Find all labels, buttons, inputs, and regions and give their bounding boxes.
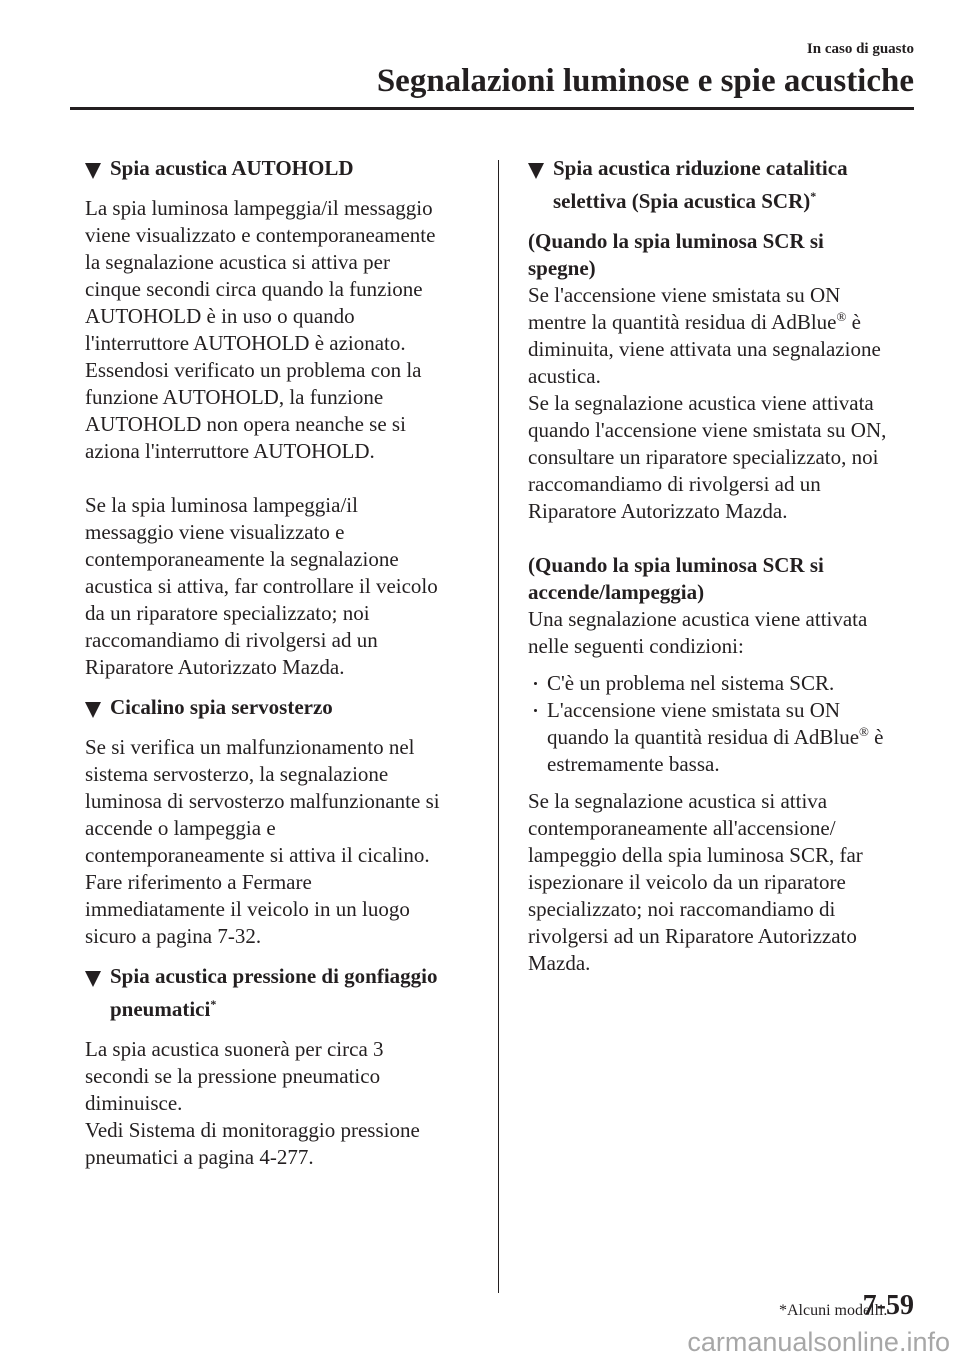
scr-subheading-off: (Quando la spia luminosa SCR si spegne) <box>528 229 824 280</box>
left-column <box>85 152 480 1171</box>
right-column <box>528 152 923 977</box>
list-item: L'accensione viene smistata su ON quando la quantità residua di AdBlue® è estremamente bassa. <box>528 697 923 778</box>
autohold-paragraph-1: La spia luminosa lampeggia/il messaggio viene visualizzato e contemporaneamente la segnalazione acustica si attiva per cinque secondi circa quando la funzione AUTOHOLD è in uso o quando l'interruttore AUTOHOLD è azionato. Essendosi verificato un problema con la funzione AUTOHOLD, la funzione AUTOHOLD non opera neanche se si aziona l'interruttore AUTOHOLD. <box>85 196 436 463</box>
triangle-bullet-icon <box>528 163 544 179</box>
autohold-paragraph-2: Se la spia luminosa lampeggia/il messaggio viene visualizzato e contemporaneamente la segnalazione acustica si attiva, far controllare il veicolo da un riparatore specializzato; noi raccomandiamo di rivolgersi ad un Riparatore Autorizzato Mazda. <box>85 493 438 679</box>
scr-subheading-on: (Quando la spia luminosa SCR si accende/lampeggia) <box>528 553 824 604</box>
page-title: Segnalazioni luminose e spie acustiche <box>376 63 914 99</box>
heading-pressione-pneumatici: Spia acustica pressione di gonfiaggio pneumatici* <box>85 960 480 1026</box>
tyre-paragraph: La spia acustica suonerà per circa 3 secondi se la pressione pneumatico diminuisce. Vedi Sistema di monitoraggio pressione pneumatici a pagina 4-277. <box>85 1037 420 1169</box>
servo-paragraph: Se si verifica un malfunzionamento nel sistema servosterzo, la segnalazione luminosa di servosterzo malfunzionante si accende o lampeggia e contemporaneamente si attiva il cicalino. Fare riferimento a Fermare immediatamente il veicolo in un luogo sicuro a pagina 7-32. <box>85 735 440 948</box>
scr-paragraph-3: Se la segnalazione acustica si attiva contemporaneamente all'accensione/ lampeggio della spia luminosa SCR, far ispezionare il veicolo da un riparatore specializzato; noi raccomandiamo di rivolgersi ad un Riparatore Autorizzato Mazda. <box>528 789 863 975</box>
page-number: 7-59 <box>862 1290 914 1321</box>
triangle-bullet-icon <box>85 971 101 987</box>
scr-paragraph-2: Una segnalazione acustica viene attivata nelle seguenti condizioni: <box>528 607 868 658</box>
footnote: *Alcuni modelli. <box>779 1302 888 1319</box>
list-item: C'è un problema nel sistema SCR. <box>528 670 923 697</box>
bullet-dot-icon <box>534 709 537 712</box>
column-divider <box>498 160 499 1293</box>
bullet-dot-icon <box>534 682 537 685</box>
heading-scr: Spia acustica riduzione catalitica selettiva (Spia acustica SCR)* <box>528 152 923 218</box>
optional-asterisk: * <box>810 189 817 203</box>
scr-paragraph-1: Se l'accensione viene smistata su ON mentre la quantità residua di AdBlue® è diminuita, viene attivata una segnalazione acustica. Se la segnalazione acustica viene attivata quando l'accensione viene smistata su ON, consultare un riparatore specializzato, noi raccomandiamo di rivolgersi ad un Riparatore Autorizzato Mazda. <box>528 283 887 523</box>
triangle-bullet-icon <box>85 163 101 179</box>
registered-mark: ® <box>836 309 847 324</box>
registered-mark: ® <box>859 724 869 739</box>
triangle-bullet-icon <box>85 702 101 718</box>
section-name: In caso di guasto <box>806 41 914 57</box>
optional-asterisk: * <box>210 997 217 1011</box>
watermark: carmanualsonline.info <box>687 1327 950 1357</box>
header-rule <box>70 107 914 110</box>
heading-autohold: Spia acustica AUTOHOLD <box>85 152 480 185</box>
heading-servosterzo: Cicalino spia servosterzo <box>85 691 480 724</box>
page-header <box>377 40 914 101</box>
